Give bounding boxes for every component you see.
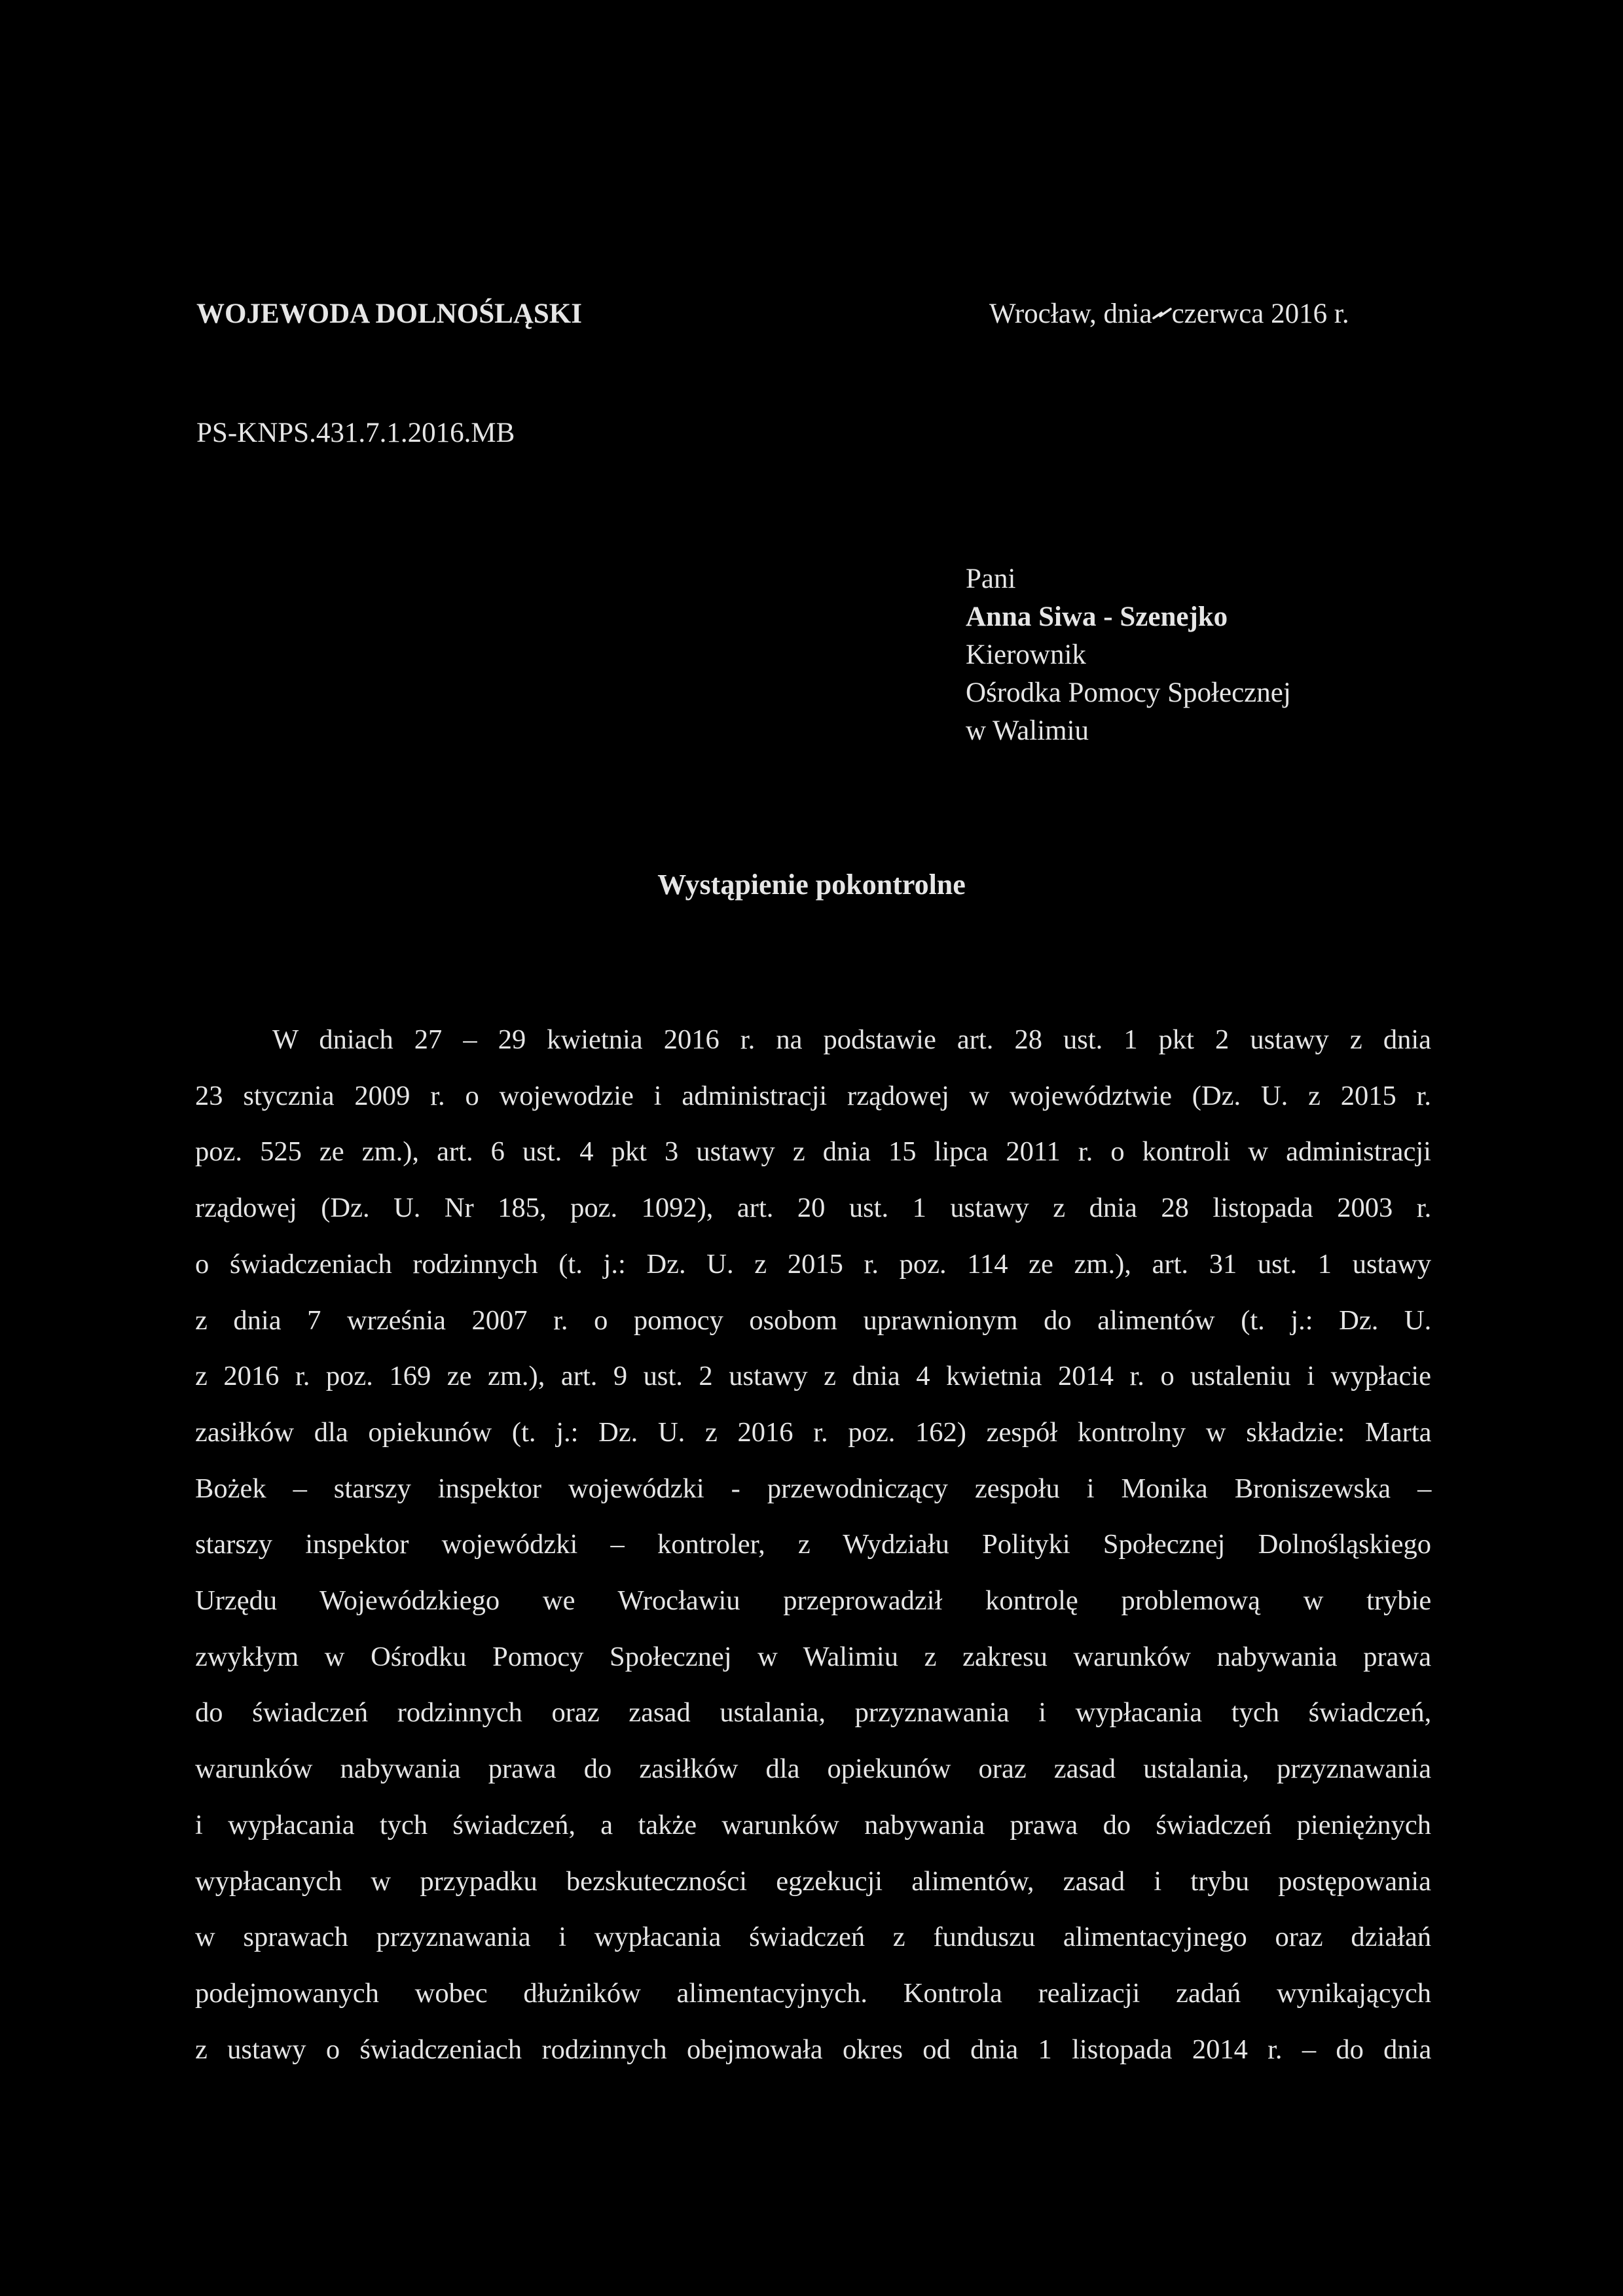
body-line: z dnia 7 września 2007 r. o pomocy osobom uprawnionym do alimentów (t. j.: Dz. U. xyxy=(195,1304,1432,1336)
body-line: rządowej (Dz. U. Nr 185, poz. 1092), art. 20 ust. 1 ustawy z dnia 28 listopada 2003 r. xyxy=(195,1193,1432,1224)
body-line: Urzędu Wojewódzkiego we Wrocławiu przeprowadził kontrolę problemową w trybie xyxy=(195,1585,1432,1617)
body-line: o świadczeniach rodzinnych (t. j.: Dz. U. z 2015 r. poz. 114 ze zm.), art. 31 ust. 1 ustawy xyxy=(195,1248,1432,1280)
body-line: 23 stycznia 2009 r. o wojewodzie i administracji rządowej w województwie (Dz. U. z 2015 r. xyxy=(195,1080,1432,1111)
place-date-prefix: Wrocław, dnia xyxy=(989,298,1152,329)
recipient-name: Anna Siwa - Szenejko xyxy=(966,601,1228,632)
recipient-salutation: Pani xyxy=(966,564,1016,594)
body-line: zwykłym w Ośrodku Pomocy Społecznej w Walimiu z zakresu warunków nabywania prawa xyxy=(195,1641,1432,1672)
body-line: zasiłków dla opiekunów (t. j.: Dz. U. z 2016 r. poz. 162) zespół kontrolny w składzie: Marta xyxy=(195,1416,1432,1448)
body-line: W dniach 27 – 29 kwietnia 2016 r. na podstawie art. 28 ust. 1 pkt 2 ustawy z dnia xyxy=(272,1024,1431,1055)
body-line: z 2016 r. poz. 169 ze zm.), art. 9 ust. 2 ustawy z dnia 4 kwietnia 2014 r. o ustaleniu i wypłacie xyxy=(195,1361,1431,1392)
body-line: warunków nabywania prawa do zasiłków dla opiekunów oraz zasad ustalania, przyznawania xyxy=(195,1753,1432,1785)
recipient-address xyxy=(966,560,1291,750)
issuing-authority: WOJEWODA DOLNOŚLĄSKI xyxy=(196,298,582,329)
reference-number: PS-KNPS.431.7.1.2016.MB xyxy=(196,418,515,448)
document-title: Wystąpienie pokontrolne xyxy=(657,869,966,901)
body-line: poz. 525 ze zm.), art. 6 ust. 4 pkt 3 ustawy z dnia 15 lipca 2011 r. o kontroli w administracji xyxy=(195,1136,1431,1168)
recipient-position: Kierownik xyxy=(966,639,1086,670)
body-line: starszy inspektor wojewódzki – kontroler, z Wydziału Polityki Społecznej Dolnośląskiego xyxy=(195,1529,1431,1560)
body-paragraph xyxy=(195,1012,1431,2077)
recipient-institution: Ośrodka Pomocy Społecznej xyxy=(966,677,1291,708)
handwritten-day-mark xyxy=(1152,292,1172,305)
body-line: Bożek – starszy inspektor wojewódzki - przewodniczący zespołu i Monika Broniszewska – xyxy=(195,1473,1432,1504)
place-date-suffix: czerwca 2016 r. xyxy=(1171,298,1349,329)
body-line: i wypłacania tych świadczeń, a także warunków nabywania prawa do świadczeń pieniężnych xyxy=(195,1809,1431,1840)
body-line: do świadczeń rodzinnych oraz zasad ustalania, przyznawania i wypłacania tych świadczeń, xyxy=(195,1697,1432,1729)
body-line: w sprawach przyznawania i wypłacania świadczeń z funduszu alimentacyjnego oraz działań xyxy=(195,1922,1432,1953)
recipient-location: w Walimiu xyxy=(966,715,1089,746)
body-line: wypłacanych w przypadku bezskuteczności egzekucji alimentów, zasad i trybu postępowania xyxy=(195,1865,1431,1897)
body-line: podejmowanych wobec dłużników alimentacyjnych. Kontrola realizacji zadań wynikających xyxy=(195,1977,1431,2009)
place-and-date xyxy=(989,295,1349,334)
body-line: z ustawy o świadczeniach rodzinnych obejmowała okres od dnia 1 listopada 2014 r. – do dnia xyxy=(195,2034,1432,2065)
